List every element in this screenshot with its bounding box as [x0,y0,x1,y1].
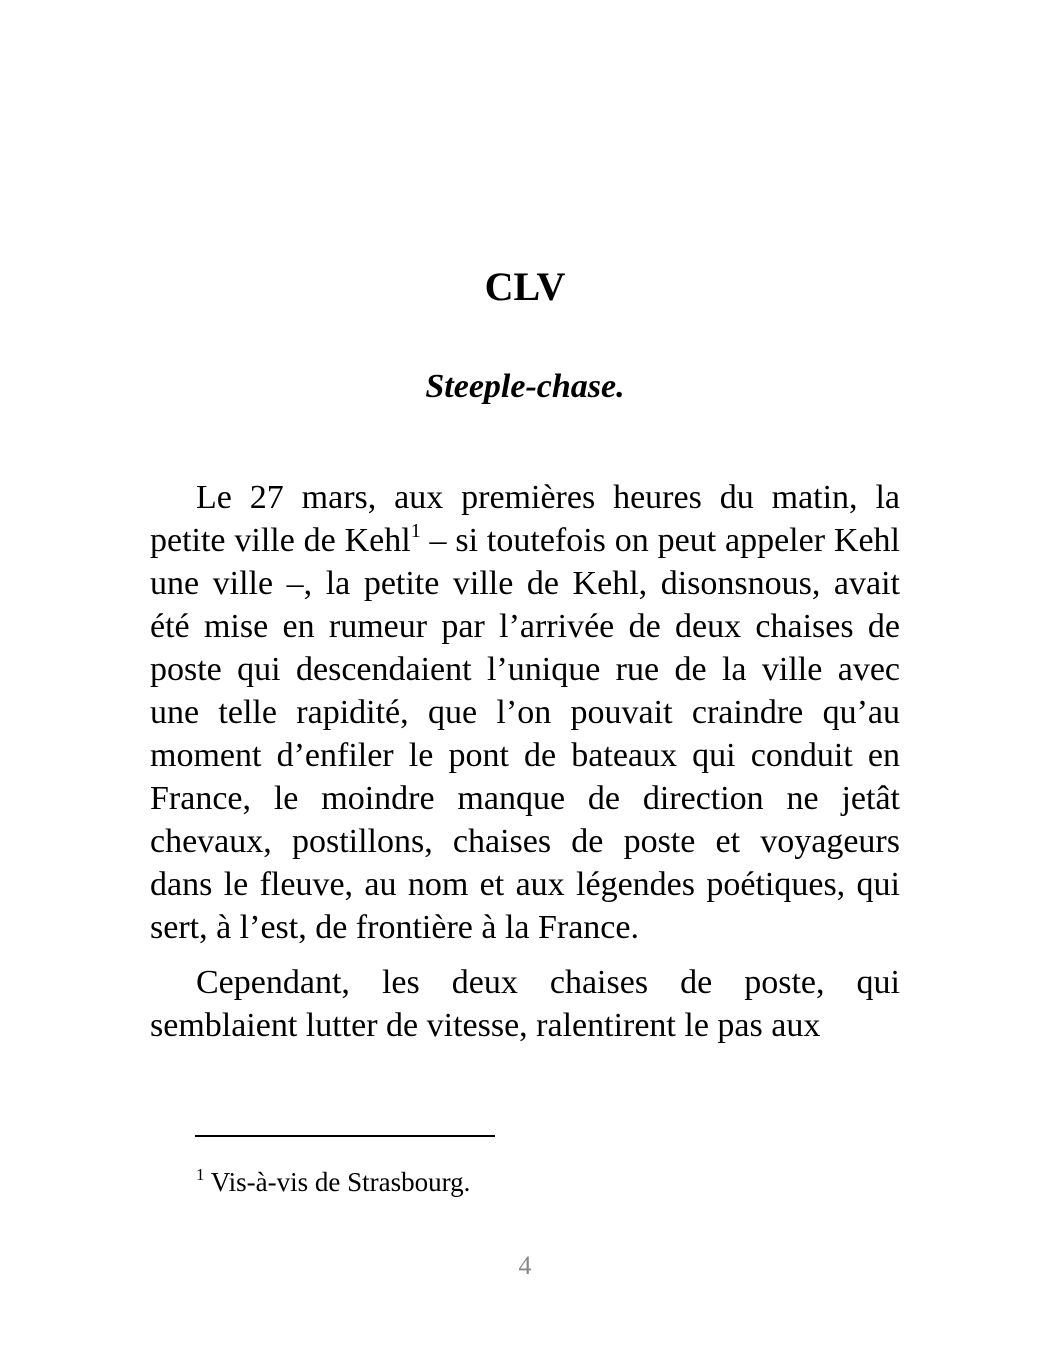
page-number: 4 [518,1251,532,1280]
footnote-text: Vis-à-vis de Strasbourg. [204,1167,471,1197]
paragraph-1-text-rest: – si toutefois on peut appeler Kehl une ville –, la petite ville de Kehl, disonsnous, avait été mise en rumeur par l’arrivée de deux chaises de poste qui descendaient l’unique rue de la ville avec une telle rapidité, que l’on pouvait craindre qu’au moment d’enfiler le pont de bateaux qui conduit en France, le moindre manque de direction ne jetât chevaux, postillons, chaises de poste et voyageurs dans le fleuve, au nom et aux légendes poétiques, qui sert, à l’est, de frontière à la France. [150,522,900,946]
chapter-title: Steeple-chase. [425,368,625,405]
chapter-number: CLV [484,264,566,309]
book-page [150,0,900,1350]
footnote-reference: 1 [410,520,421,542]
paragraph-2: Cependant, les deux chaises de poste, qui semblaient lutter de vitesse, ralentirent le pas aux [150,964,900,1044]
footnote-marker: 1 [196,1165,205,1184]
body-text [150,476,900,1047]
footnote-separator [195,1135,495,1137]
paragraph-1-text-start: Le 27 mars, aux premières heures du matin, la petite ville de Kehl [150,479,900,559]
paragraph-1 [150,476,900,949]
footnote [196,1164,896,1200]
